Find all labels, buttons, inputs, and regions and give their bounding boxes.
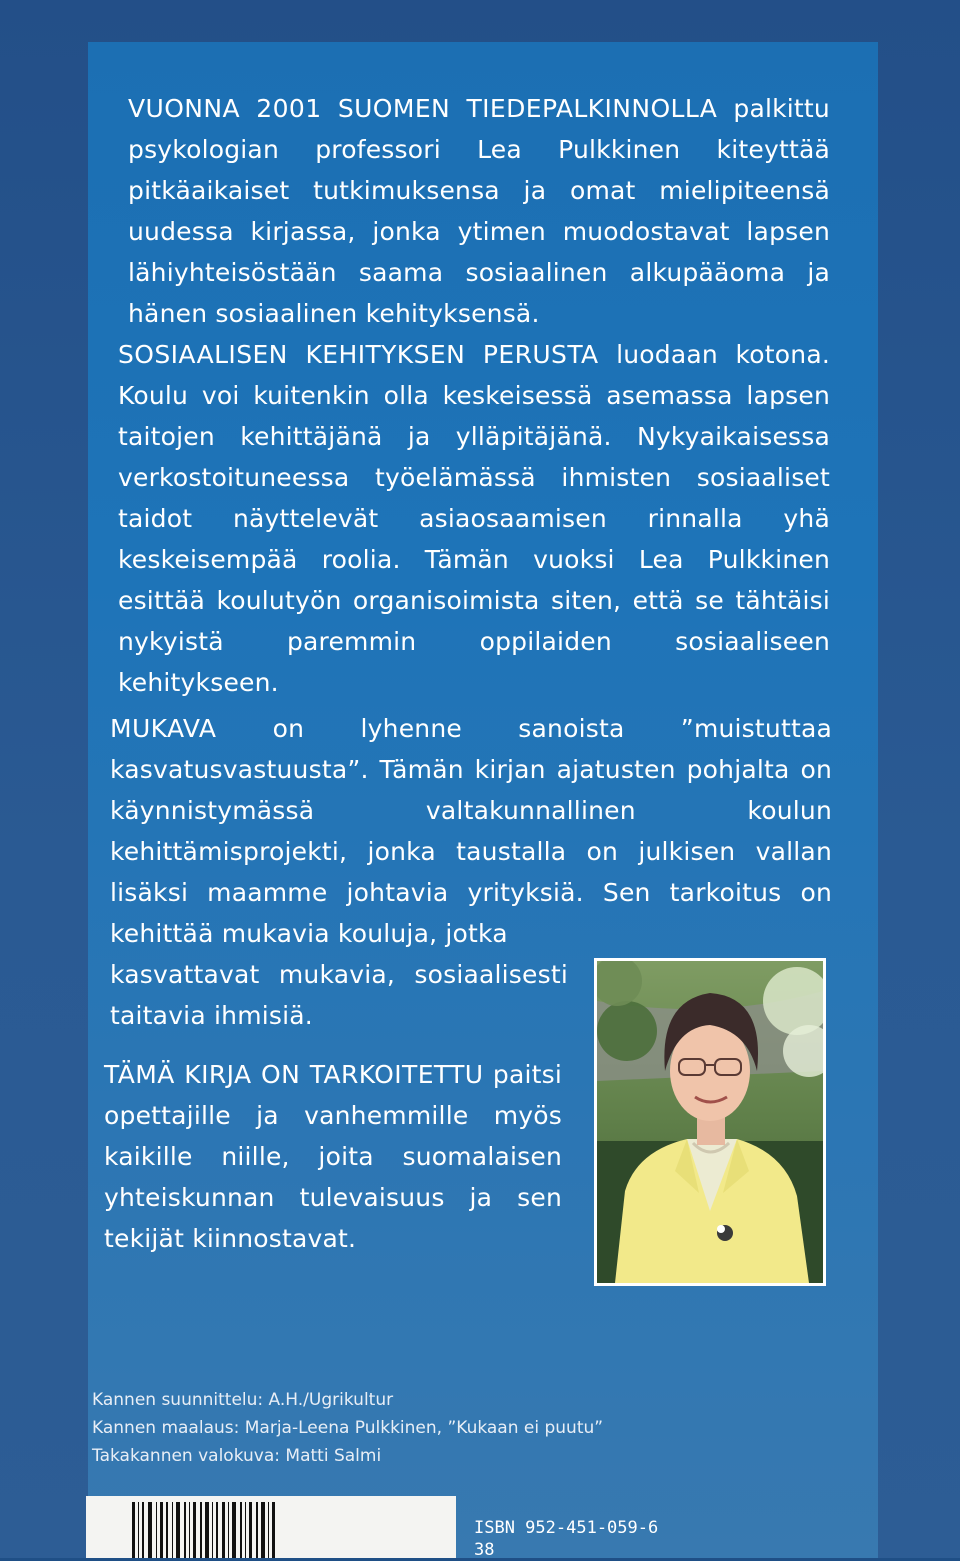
isbn-block (474, 1517, 658, 1561)
paragraph-audience-lead: TÄMÄ KIRJA ON TARKOITETTU (104, 1060, 484, 1089)
isbn-code: 38 (474, 1540, 495, 1560)
credit-cover-painting: Kannen maalaus: Marja-Leena Pulkkinen, ”Kukaan ei puutu” (92, 1418, 604, 1438)
paragraph-social-development (118, 334, 830, 703)
paragraph-mukava-text: on lyhenne sanoista ”muistuttaa kasvatusvastuusta”. Tämän kirjan ajatusten pohjalta on käynnistymässä valtakunnallinen koulun kehittämisprojekti, jonka taustalla on julkisen vallan lisäksi maamme johtavia yrityksiä. Sen tarkoitus on kehittää mukavia kouluja, jotka (110, 714, 832, 948)
credit-cover-design: Kannen suunnittelu: A.H./Ugrikultur (92, 1390, 394, 1410)
paragraph-social-development-lead: SOSIAALISEN KEHITYKSEN PERUSTA (118, 340, 599, 369)
paragraph-audience (104, 1054, 562, 1259)
credit-back-photo: Takakannen valokuva: Matti Salmi (92, 1446, 382, 1466)
author-photo (594, 958, 826, 1286)
author-portrait-illustration (597, 961, 823, 1283)
paragraph-mukava-tail: kasvattavat mukavia, sosiaalisesti taitavia ihmisiä. (110, 960, 568, 1030)
isbn-number: ISBN 952-451-059-6 (474, 1518, 659, 1538)
paragraph-mukava-lead: MUKAVA (110, 714, 217, 743)
barcode (86, 1496, 456, 1558)
paragraph-social-development-text: luodaan kotona. Koulu voi kuitenkin olla keskeisessä asemassa lapsen taitojen kehittäjänä ja ylläpitäjänä. Nykyaikaisessa verkostoituneessa työelämässä ihmisten sosiaaliset taidot näyttelevät asiaosaamisen rinnalla yhä keskeisempää roolia. Tämän vuoksi Lea Pulkkinen esittää koulutyön organisoimista siten, että se tähtäisi nykyistä paremmin oppilaiden sosiaaliseen kehitykseen. (118, 340, 830, 697)
paragraph-audience-text: paitsi opettajille ja vanhemmille myös kaikille niille, joita suomalaisen yhteiskunnan tulevaisuus ja sen tekijät kiinnostavat. (104, 1060, 562, 1253)
barcode-bars (86, 1496, 456, 1558)
paragraph-award-lead: VUONNA 2001 SUOMEN TIEDEPALKINNOLLA (128, 94, 718, 123)
cover-credits (92, 1386, 603, 1470)
paragraph-award-text: palkittu psykologian professori Lea Pulkkinen kiteyttää pitkäaikaiset tutkimuksensa ja omat mielipiteensä uudessa kirjassa, jonka ytimen muodostavat lapsen lähiyhteisöstään saama sosiaalinen alkupääoma ja hänen sosiaalinen kehityksensä. (128, 94, 830, 328)
paragraph-award (128, 88, 830, 334)
